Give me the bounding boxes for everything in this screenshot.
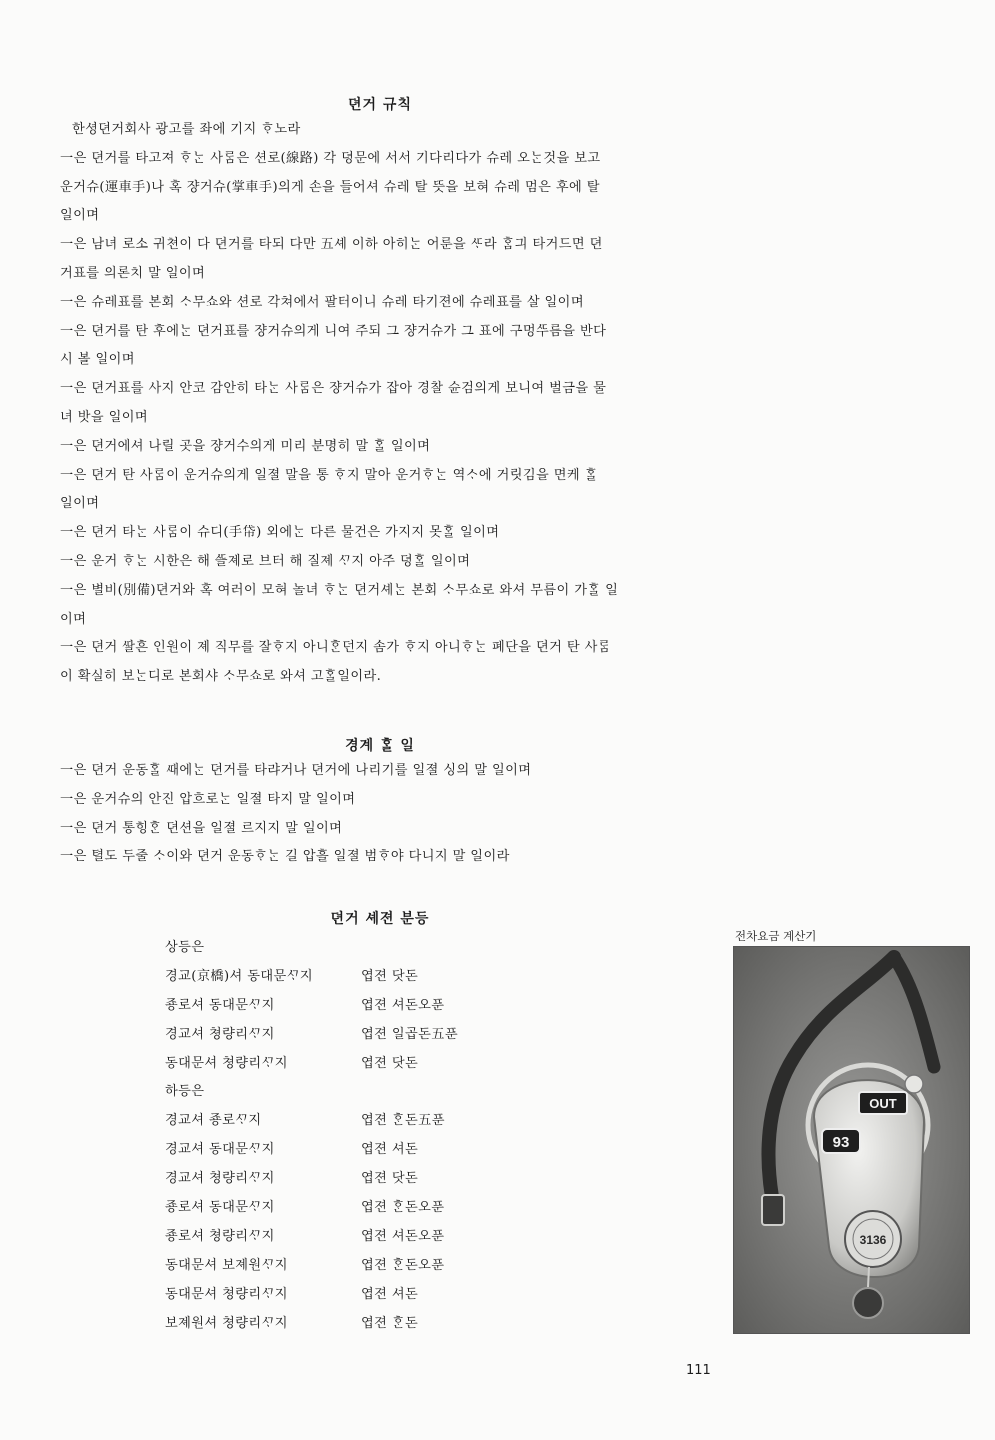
text-line: 一은 운거 ᄒᆞᄂᆞᆫ 시한은 해 ᄯᅳᆯ졔로 브터 해 질졔 ᄭᆞ지 아주 뎡ᄒᆞᆯ 일이며: [60, 553, 471, 569]
upper-class-label: 상등은: [165, 940, 205, 955]
caution-text: [60, 757, 710, 872]
fare-row: [165, 1310, 525, 1339]
text-line: 운거슈(運車手)나 혹 쟝거슈(掌車手)의게 손을 들어셔 슈레 탈 뜻을 보혀 슈레 멈은 후에 탈: [60, 179, 600, 195]
text-line: 一은 슈레표를 본회 ᄉᆞ무쇼와 션로 각쳐에서 팔터이니 슈레 타기젼에 슈레표를 살 일이며: [60, 294, 584, 310]
text-line: 一은 뎐거표를 사지 안코 감안히 타ᄂᆞᆫ 사ᄅᆞᆷ은 쟝거슈가 잡아 경찰 슌검의게 보니여 벌금을 물: [60, 381, 607, 397]
section-title-rules: 뎐거 규칙: [348, 97, 412, 113]
text-line: 一은 뎐거 ᄯᅡᆯ흔 인원이 졔 직무를 잘ᄒᆞ지 아니ᄒᆞᆫ던지 솜가 ᄒᆞ지 아니ᄒᆞᄂᆞᆫ 폐단을 뎐거 탄 사ᄅᆞᆷ: [60, 640, 611, 656]
page-number: 111: [686, 1363, 711, 1378]
text-line: 一은 운거슈의 안진 압흐로ᄂᆞᆫ 일졀 타지 말 일이며: [60, 791, 356, 807]
counter-number: 93: [832, 1134, 850, 1151]
fare-route: 죵로셔 동대문ᄭᆞ지: [165, 997, 275, 1013]
fare-price: 엽젼 셔돈: [361, 1286, 419, 1302]
fare-row: [165, 992, 525, 1021]
fare-price: 엽젼 일곱돈五푼: [361, 1026, 459, 1042]
fare-row: [165, 963, 525, 992]
text-line: 이 확실히 보ᄂᆞᆫ디로 본회샤 ᄉᆞ무쇼로 와셔 고ᄒᆞᆯ일이라.: [60, 669, 382, 685]
fare-route: 동대문셔 쳥량리ᄭᆞ지: [165, 1055, 288, 1071]
fare-route: 경교셔 쳥량리ᄭᆞ지: [165, 1171, 275, 1187]
section-title-caution: 경계 ᄒᆞᆯ 일: [345, 738, 415, 754]
fare-route: 동대문셔 쳥량리ᄭᆞ지: [165, 1286, 288, 1302]
fare-row: [165, 1021, 525, 1050]
fare-price: 엽젼 ᄒᆞᆫ돈오푼: [361, 1257, 445, 1273]
text-line: 一은 뎐거 운동ᄒᆞᆯ ᄯᅢ에ᄂᆞᆫ 뎐거를 타랴거나 뎐거에 나리기를 일졀 싱의 말 일이며: [60, 763, 532, 778]
fare-route: 경교셔 쳥량리ᄭᆞ지: [165, 1026, 275, 1042]
fare-row: [165, 1165, 525, 1194]
fare-price: 엽젼 ᄒᆞᆫ돈오푼: [361, 1200, 445, 1216]
fare-route: 경교셔 동대문ᄭᆞ지: [165, 1142, 275, 1158]
fare-row: [165, 1223, 525, 1252]
badge-number: 3136: [859, 1233, 887, 1247]
fare-price: 엽젼 닷돈: [361, 1171, 419, 1187]
text-line: 거표를 의론치 말 일이며: [60, 265, 206, 281]
lower-class-label: 하등은: [165, 1084, 205, 1100]
fare-price: 엽젼 셔돈오푼: [361, 1228, 445, 1244]
fare-price: 엽젼 셔돈오푼: [361, 997, 445, 1013]
text-line: 일이며: [60, 208, 100, 224]
fare-route: 죵로셔 쳥량리ᄭᆞ지: [165, 1228, 275, 1244]
section-title-fares: 뎐거 셰젼 분등: [330, 911, 430, 927]
rules-text: [60, 116, 710, 692]
text-line: 一은 뎐거에셔 나릴 곳을 쟝거수의게 미리 분명히 말 ᄒᆞᆯ 일이며: [60, 438, 431, 454]
fare-class-label: [165, 934, 525, 963]
fare-row: [165, 1050, 525, 1079]
fare-price: 엽젼 닷돈: [361, 1055, 419, 1071]
text-line: 一은 뎐거 탄 사ᄅᆞᆷ이 운거슈의게 일졀 말을 통 ᄒᆞ지 말아 운거ᄒᆞᄂᆞᆫ 역ᄉᆞ에 거릿김을 면케 ᄒᆞᆯ: [60, 467, 598, 483]
fare-price: 엽젼 ᄒᆞᆫ돈: [361, 1315, 419, 1331]
text-line: 一은 남녀 로소 귀쳔이 다 뎐거를 타되 다만 五셰 이하 아히ᄂᆞᆫ 어룬을 ᄯᆞ라 ᄒᆞᆷ긔 타거드면 뎐: [60, 237, 603, 253]
fare-price: 엽젼 닷돈: [361, 968, 419, 984]
fare-route: 보졔원셔 쳥량리ᄭᆞ지: [165, 1315, 288, 1331]
text-line: 一은 뎐거를 타고져 ᄒᆞᄂᆞᆫ 사ᄅᆞᆷ은 션로(線路) 각 뎡문에 서서 기다리다가 슈레 오ᄂᆞᆫ것을 보고: [60, 150, 601, 166]
fare-route: 동대문셔 보졔원ᄭᆞ지: [165, 1257, 288, 1273]
fare-class-label: [165, 1078, 525, 1107]
fare-row: [165, 1136, 525, 1165]
text-line: 한셩뎐거회사 광고를 좌에 기지 ᄒᆞ노라: [72, 122, 301, 137]
text-line: 녀 밧을 일이며: [60, 409, 149, 425]
fare-row: [165, 1107, 525, 1136]
fare-price: 엽젼 ᄒᆞᆫ돈五푼: [361, 1113, 445, 1129]
fare-route: 죵로셔 동대문ᄭᆞ지: [165, 1200, 275, 1216]
fare-row: [165, 1281, 525, 1310]
text-line: 一은 뎐거 통힝ᄒᆞᆫ 뎐션을 일졀 르지지 말 일이며: [60, 820, 343, 836]
fare-counter-photo: [733, 946, 970, 1334]
text-line: 一은 뎐거 타ᄂᆞᆫ 사ᄅᆞᆷ이 슈디(手帒) 외에ᄂᆞᆫ 다른 물건은 가지지 못ᄒᆞᆯ 일이며: [60, 525, 500, 541]
fare-row: [165, 1194, 525, 1223]
text-line: 이며: [60, 611, 87, 627]
fare-row: [165, 1252, 525, 1281]
counter-out-label: OUT: [869, 1096, 897, 1111]
fare-route: 경교(京橋)셔 동대문ᄭᆞ지: [165, 968, 313, 984]
fare-route: 경교셔 죵로ᄭᆞ지: [165, 1113, 262, 1129]
figure-caption: 전차요금 계산기: [735, 929, 817, 943]
text-line: 一은 뎐거를 탄 후에ᄂᆞᆫ 뎐거표를 쟝거슈의게 니여 주되 그 쟝거슈가 그 표에 구멍ᄯᅮ름을 반다: [60, 323, 607, 339]
fare-counter-illustration: [734, 947, 969, 1333]
text-line: 시 볼 일이며: [60, 352, 135, 368]
text-line: 一은 텰도 두줄 ᄉᆞ이와 뎐거 운동ᄒᆞᄂᆞᆫ 길 압흘 일졀 범ᄒᆞ야 다니지 말 일이라: [60, 849, 510, 865]
text-line: 일이며: [60, 496, 100, 512]
fare-table: [165, 934, 525, 1338]
text-line: 一은 별비(別備)뎐거와 혹 여러이 모혀 놀녀 ᄒᆞᄂᆞᆫ 뎐거셰ᄂᆞᆫ 본회 ᄉᆞ무쇼로 와셔 무름이 가ᄒᆞᆯ 일: [60, 582, 619, 598]
fare-price: 엽젼 셔돈: [361, 1142, 419, 1158]
